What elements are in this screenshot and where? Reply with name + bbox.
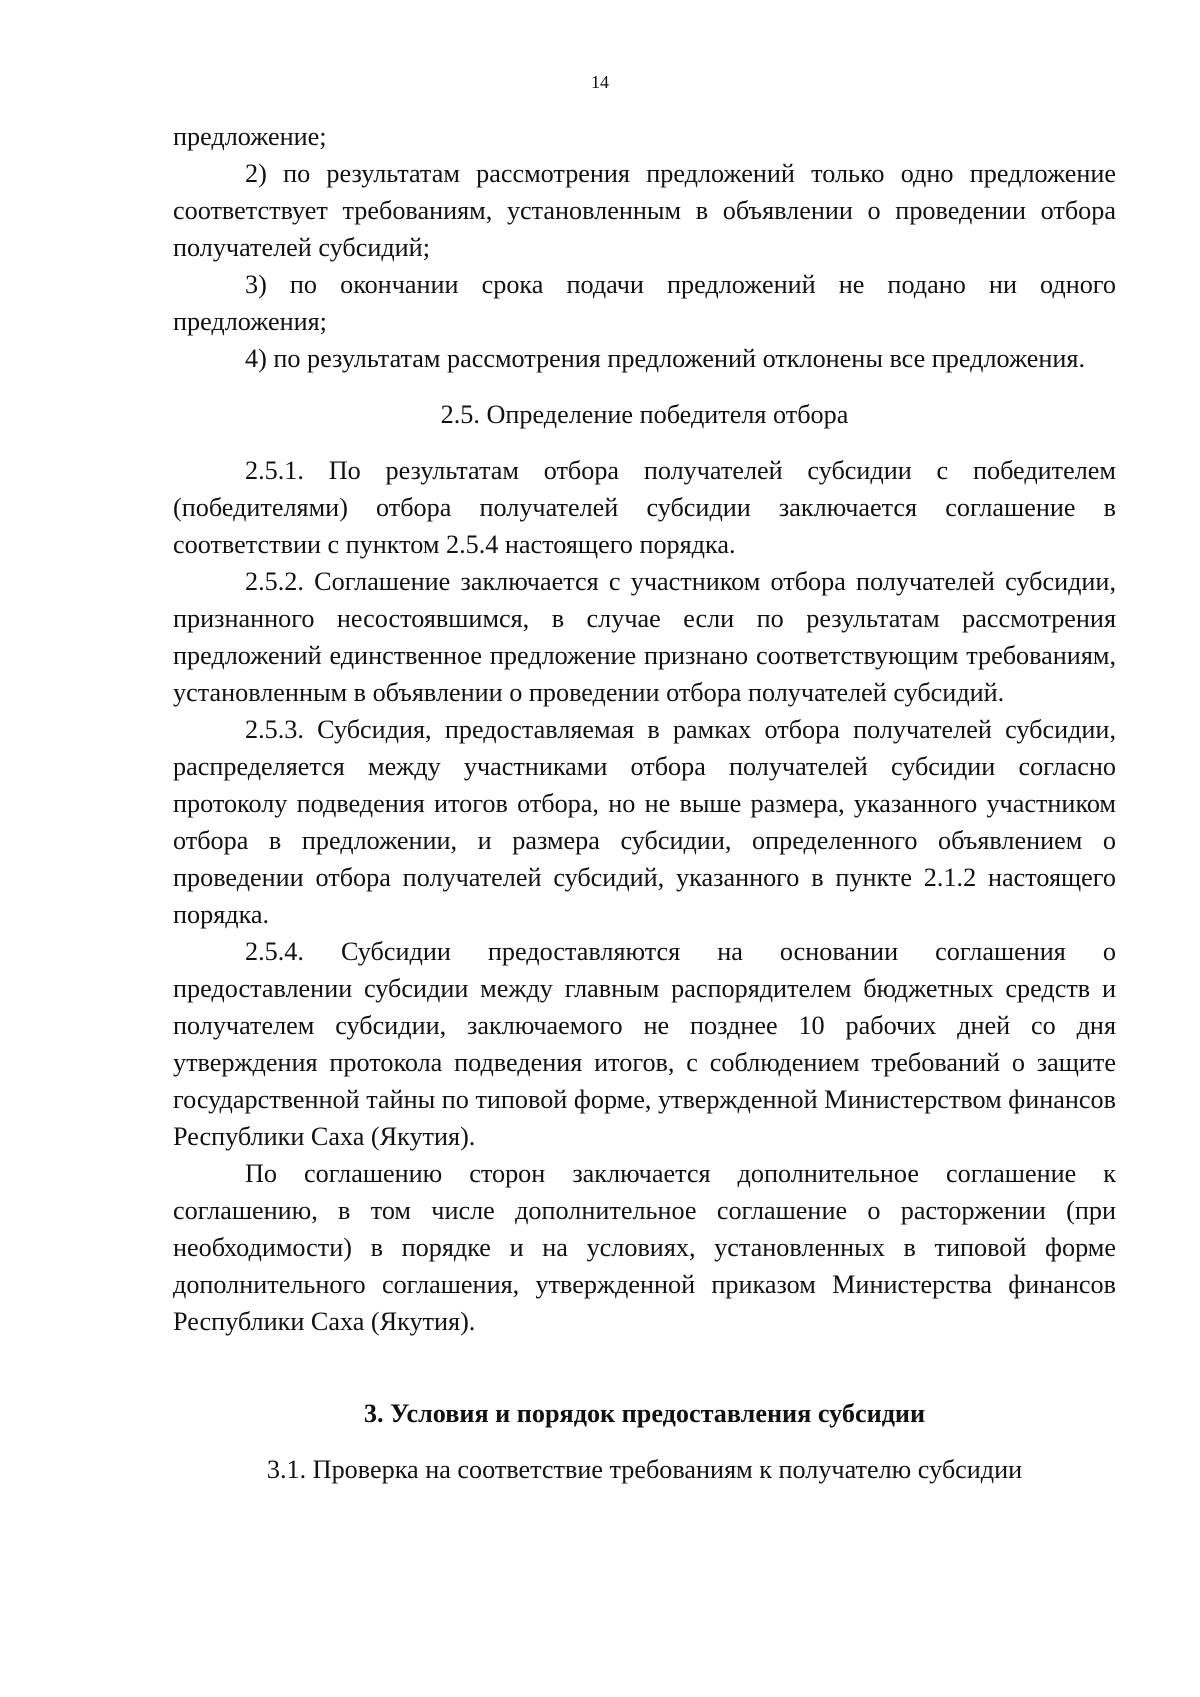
clause-2-5-3: 2.5.3. Субсидия, предоставляемая в рамках отбора получателей субсидии, распределяется между участниками отбора получателей субсидии согласно протоколу подведения итогов отбора, но не выше размера, указанного участником отбора в предложении, и размера субсидии, определенного объявлением о проведении отбора получателей субсидий, указанного в пункте 2.1.2 настоящего порядка. bbox=[173, 715, 1116, 929]
clause-2-5-4: 2.5.4. Субсидии предоставляются на основании соглашения о предоставлении субсидии между главным распорядителем бюджетных средств и получателем субсидии, заключаемого не позднее 10 рабочих дней со дня утверждения протокола подведения итогов, с соблюдением требований о защите государственной тайны по типовой форме, утвержденной Министерством финансов Республики Саха (Якутия). bbox=[173, 937, 1116, 1151]
list-item-4: 4) по результатам рассмотрения предложений отклонены все предложения. bbox=[245, 344, 1085, 373]
page-number: 14 bbox=[591, 72, 609, 92]
list-item-3: 3) по окончании срока подачи предложений не подано ни одного предложения; bbox=[173, 270, 1116, 336]
clause-2-5-2: 2.5.2. Соглашение заключается с участником отбора получателей субсидии, признанного несостоявшимся, в случае если по результатам рассмотрения предложений единственное предложение признано соответствующим требованиям, установленным в объявлении о проведении отбора получателей субсидий. bbox=[173, 567, 1116, 707]
list-item-2: 2) по результатам рассмотрения предложений только одно предложение соответствует требованиям, установленным в объявлении о проведении отбора получателей субсидий; bbox=[173, 159, 1116, 262]
clause-2-5-1: 2.5.1. По результатам отбора получателей субсидии с победителем (победителями) отбора получателей субсидии заключается соглашение в соответствии с пунктом 2.5.4 настоящего порядка. bbox=[173, 456, 1116, 559]
document-body bbox=[173, 118, 1116, 1488]
paragraph-continuation: предложение; bbox=[173, 122, 327, 151]
clause-2-5-4-addendum: По соглашению сторон заключается дополнительное соглашение к соглашению, в том числе дополнительное соглашение о расторжении (при необходимости) в порядке и на условиях, установленных в типовой форме дополнительного соглашения, утвержденной приказом Министерства финансов Республики Саха (Якутия). bbox=[173, 1159, 1116, 1336]
section-heading-3: 3. Условия и порядок предоставления субсидии bbox=[363, 1399, 926, 1428]
section-heading-2-5: 2.5. Определение победителя отбора bbox=[440, 400, 849, 429]
section-heading-3-1: 3.1. Проверка на соответствие требованиям к получателю субсидии bbox=[266, 1455, 1023, 1484]
